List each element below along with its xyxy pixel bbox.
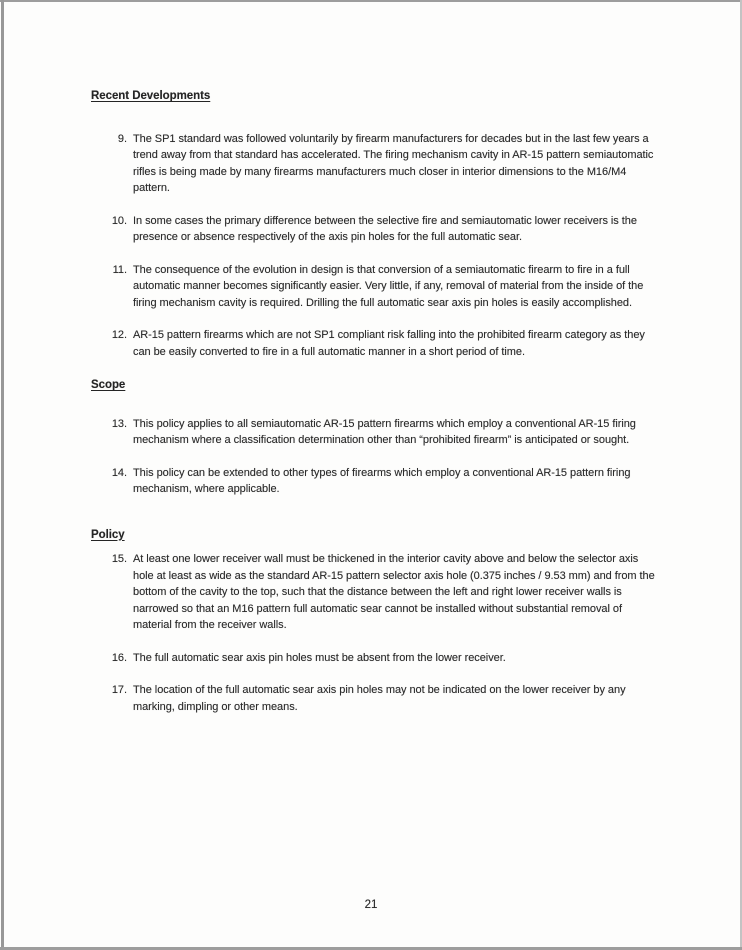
item-text: The full automatic sear axis pin holes must be absent from the lower receiver.: [133, 651, 506, 664]
section-heading: Scope: [91, 379, 126, 391]
item-number: 13.: [111, 417, 127, 430]
list-item-13: [109, 416, 657, 449]
scan-edge-left: [1, 0, 4, 950]
section-heading: Recent Developments: [91, 90, 211, 102]
list-item-11: [109, 262, 657, 312]
item-text: This policy can be extended to other types of firearms which employ a conventional AR-15 pattern firing mechanism, where applicable.: [133, 466, 631, 495]
scan-edge-top: [0, 0, 742, 2]
section-scope: [91, 377, 657, 498]
item-text: AR-15 pattern firearms which are not SP1 compliant risk falling into the prohibited firearm category as they can be easily converted to fire in a full automatic manner in a short period of time.: [133, 329, 645, 358]
item-number: 17.: [111, 684, 127, 696]
section-heading: Policy: [91, 528, 125, 541]
item-number: 16.: [111, 651, 127, 664]
item-number: 15.: [111, 553, 127, 565]
page-number: 21: [364, 899, 378, 911]
item-text: In some cases the primary difference between the selective fire and semiautomatic lower receivers is the presence or absence respectively of the axis pin holes for the full automatic sear.: [133, 214, 637, 243]
list-item-17: [109, 682, 657, 715]
list-item-9: [109, 131, 657, 197]
list-item-15: [109, 551, 657, 634]
section-recent-developments: [91, 88, 657, 360]
item-number: 11.: [112, 263, 127, 276]
item-text: The SP1 standard was followed voluntarily by firearm manufacturers for decades but in the last few years a trend away from that standard has accelerated. The firing mechanism cavity in AR-15 pattern semiautomatic rifles is being made by many firearms manufacturers much closer in interior dimensions to the M16/M4 pattern.: [133, 132, 654, 194]
page-content: [91, 88, 657, 715]
item-text: The consequence of the evolution in design is that conversion of a semiautomatic firearm to fire in a full automatic manner becomes significantly easier. Very little, if any, removal of material from the inside of the firing mechanism cavity is required. Drilling the full automatic sear axis pin holes is easily accomplished.: [133, 263, 644, 309]
item-number: 12.: [111, 329, 127, 341]
item-text: This policy applies to all semiautomatic AR-15 pattern firearms which employ a conventional AR-15 firing mechanism where a classification determination other than “prohibited firearm” is anticipated or sought.: [133, 417, 636, 446]
item-number: 9.: [117, 132, 127, 145]
list-item-16: [109, 650, 657, 667]
item-text: At least one lower receiver wall must be thickened in the interior cavity above and below the selector axis hole at least as wide as the standard AR-15 pattern selector axis hole (0.375 inches / 9.53 mm) and from the bottom of the cavity to the top, such that the distance between the left and right lower receiver walls is narrowed so that an M16 pattern full automatic sear cannot be installed without substantial removal of material from the receiver walls.: [133, 553, 655, 631]
list-item-14: [109, 465, 657, 498]
item-number: 14.: [111, 466, 127, 479]
list-item-12: [109, 327, 657, 360]
list-item-10: [109, 213, 657, 246]
item-number: 10.: [111, 214, 127, 227]
section-policy: [91, 527, 657, 716]
item-text: The location of the full automatic sear axis pin holes may not be indicated on the lower receiver by any marking, dimpling or other means.: [133, 684, 626, 713]
